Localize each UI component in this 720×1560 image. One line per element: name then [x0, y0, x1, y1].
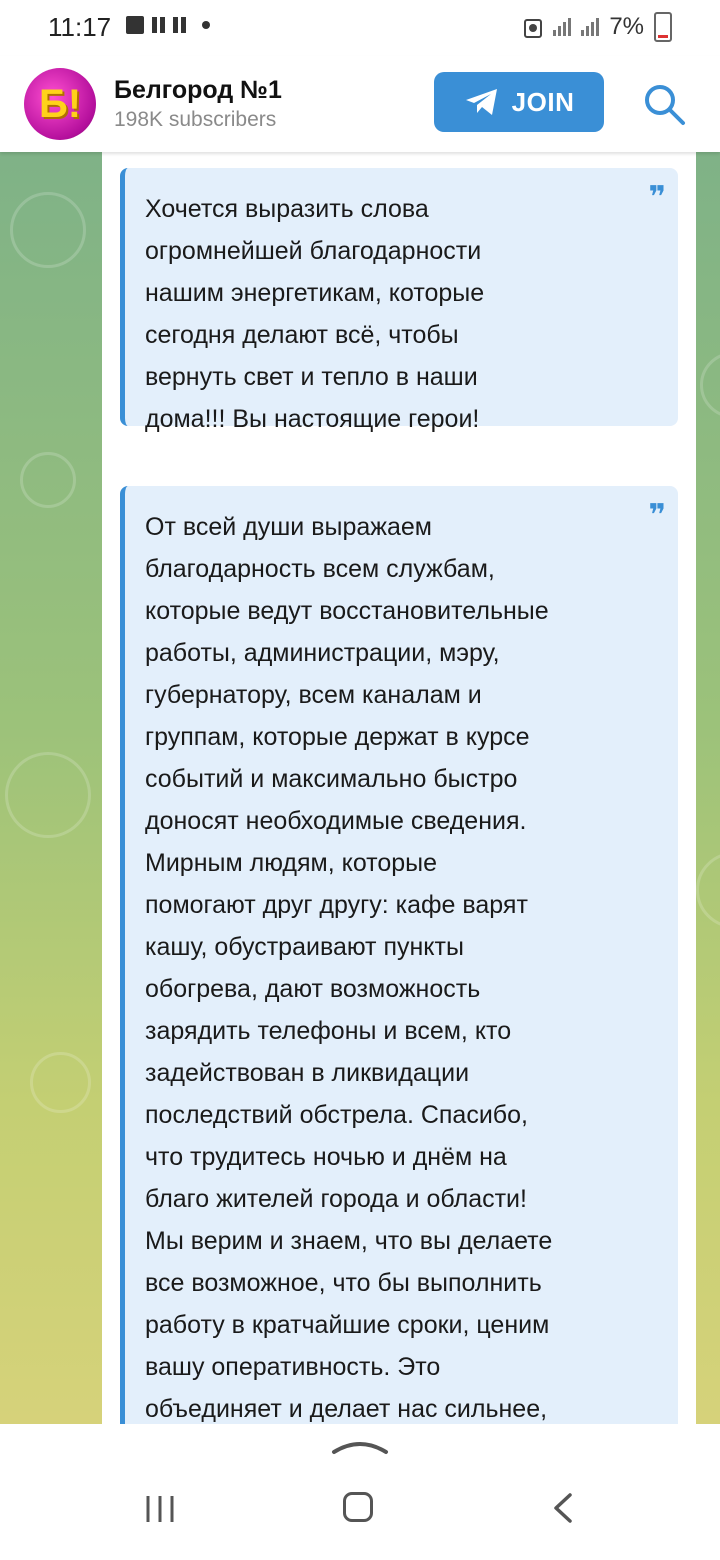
- subscriber-count: 198K subscribers: [114, 108, 277, 131]
- wallpaper-doodle: [10, 192, 86, 268]
- avatar-text: Б!: [38, 81, 82, 126]
- recent-apps-icon[interactable]: [144, 1494, 178, 1524]
- text-line: кашу, обустраивают пункты: [145, 933, 464, 961]
- search-icon[interactable]: [640, 80, 688, 128]
- text-line: огромнейшей благодарности: [145, 237, 482, 265]
- text-line: событий и максимально быстро: [145, 765, 518, 793]
- text-line: объединяет и делает нас сильнее,: [145, 1395, 548, 1423]
- notification-icons: [126, 16, 210, 34]
- channel-header: [0, 56, 720, 152]
- text-line: работу в кратчайшие сроки, ценим: [145, 1311, 550, 1339]
- home-icon[interactable]: [343, 1492, 373, 1522]
- quote-icon: ❞: [648, 181, 666, 214]
- wallpaper-doodle: [700, 352, 720, 418]
- text-line: От всей души выражаем: [145, 513, 432, 541]
- text-line: дома!!! Вы настоящие герои!: [145, 405, 480, 433]
- back-icon[interactable]: [548, 1492, 578, 1524]
- gallery-icon: [126, 16, 144, 34]
- text-line: нашим энергетикам, которые: [145, 279, 485, 307]
- quote-block: [120, 168, 678, 433]
- more-notifications-icon: [202, 21, 210, 29]
- channel-avatar[interactable]: [24, 68, 96, 140]
- signal-icon: [581, 18, 599, 36]
- text-line: Хочется выразить слова: [145, 195, 429, 223]
- text-line: обогрева, дают возможность: [145, 975, 481, 1003]
- text-line: работы, администрации, мэру,: [145, 639, 500, 667]
- text-line: Мы верим и знаем, что вы делаете: [145, 1227, 553, 1255]
- text-line: последствий обстрела. Спасибо,: [145, 1101, 528, 1129]
- text-line: которые ведут восстановительные: [145, 597, 549, 625]
- pause-icon: [152, 17, 165, 33]
- text-line: сегодня делают всё, чтобы: [145, 321, 459, 349]
- join-button[interactable]: [434, 72, 604, 132]
- quote-text: [125, 168, 678, 440]
- text-line: губернатору, всем каналам и: [145, 681, 482, 709]
- signal-icon: [553, 18, 571, 36]
- text-line: все возможное, что бы выполнить: [145, 1269, 542, 1297]
- text-line: задействован в ликвидации: [145, 1059, 470, 1087]
- battery-percent: 7%: [609, 13, 644, 40]
- telegram-icon: [464, 87, 500, 117]
- text-line: что трудитесь ночью и днём на: [145, 1143, 507, 1171]
- status-bar: [0, 0, 720, 56]
- quote-text: [125, 486, 678, 1430]
- quote-icon: ❞: [648, 499, 666, 532]
- wallpaper-doodle: [5, 752, 91, 838]
- text-line: Мирным людям, которые: [145, 849, 438, 877]
- text-line: благо жителей города и области!: [145, 1185, 527, 1213]
- text-line: благодарность всем службам,: [145, 555, 495, 583]
- wallpaper-doodle: [20, 452, 76, 508]
- pause-icon: [173, 17, 186, 33]
- join-label: JOIN: [511, 86, 575, 117]
- text-line: вернуть свет и тепло в наши: [145, 363, 478, 391]
- wallpaper-doodle: [696, 852, 720, 928]
- text-line: вашу оперативность. Это: [145, 1353, 441, 1381]
- wallpaper-doodle: [30, 1052, 91, 1113]
- status-time: 11:17: [48, 12, 112, 42]
- bottom-navigation: [0, 1424, 720, 1560]
- recycle-icon: [523, 15, 543, 39]
- battery-icon: [654, 12, 672, 42]
- text-line: группам, которые держат в курсе: [145, 723, 530, 751]
- channel-title[interactable]: Белгород №1: [114, 76, 282, 104]
- text-line: помогают друг другу: кафе варят: [145, 891, 528, 919]
- text-line: доносят необходимые сведения.: [145, 807, 527, 835]
- quote-block: [120, 486, 678, 1466]
- chevron-up-icon[interactable]: [330, 1434, 390, 1458]
- system-icons: [523, 12, 672, 42]
- text-line: зарядить телефоны и всем, кто: [145, 1017, 512, 1045]
